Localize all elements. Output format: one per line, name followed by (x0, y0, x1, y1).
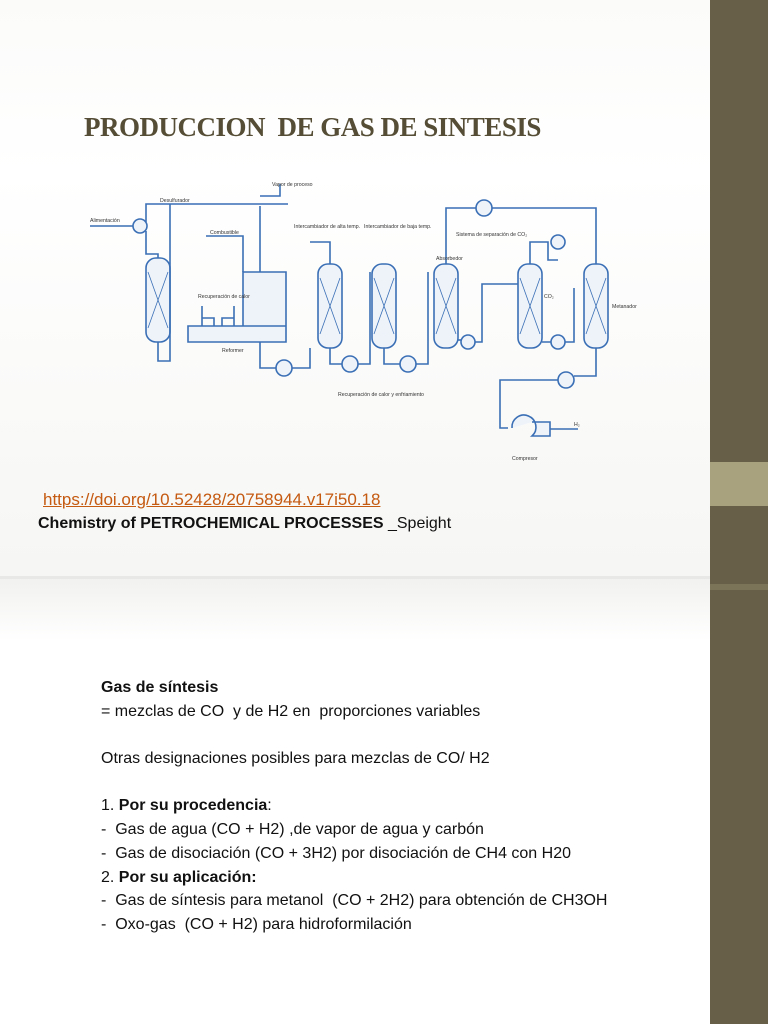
label-absorbedor: Absorbedor (436, 256, 463, 262)
exchanger-3 (400, 356, 416, 372)
line-to-absorber (416, 272, 428, 364)
decorative-sidebar (710, 0, 768, 1024)
section-1-heading: 1. Por su procedencia: (101, 797, 272, 815)
sidebar-accent-block (710, 462, 768, 506)
label-sistema-co2: Sistema de separación de CO₂ (456, 232, 528, 238)
label-combustible: Combustible (210, 230, 239, 236)
ht-outlet (330, 348, 342, 364)
section-1-title: Por su procedencia (118, 797, 268, 815)
other-designations-line: Otras designaciones posibles para mezclas de CO/ H2 (101, 750, 490, 768)
pump-stripper (551, 335, 565, 349)
section-2-title: Por su aplicación: (118, 868, 257, 886)
label-compresor: Compresor (512, 456, 538, 462)
process-flow-diagram (88, 176, 668, 466)
slide-title: PRODUCCION DE GAS DE SINTESIS (84, 112, 541, 142)
label-recuperacion: Recuperación de calor (198, 294, 250, 300)
label-metanador: Metanador (612, 304, 637, 310)
label-vapor: Vapor de proceso (272, 182, 313, 188)
label-desulfurador: Desulfurador (160, 198, 190, 204)
line-to-stripper (475, 284, 518, 342)
section-2-heading: 2. Por su aplicación: (101, 868, 257, 886)
label-co2: CO₂ (544, 294, 554, 300)
doi-link[interactable]: https://doi.org/10.52428/20758944.v17i50.18 (43, 490, 381, 509)
reference-line (38, 515, 451, 533)
pump-top (476, 200, 492, 216)
reboiler (551, 235, 565, 249)
definition-line: = mezclas de CO y de H2 en proporciones variables (101, 702, 481, 720)
list-item: - Oxo-gas (CO + H2) para hidroformilación (101, 916, 412, 933)
lt-outlet (384, 348, 400, 364)
ht-inlet (310, 242, 330, 264)
line-to-desulfurador (146, 231, 158, 258)
feed-pump (133, 219, 147, 233)
list-item: - Gas de síntesis para metanol (CO + 2H2) para obtención de CH3OH (101, 892, 608, 910)
slide-separator (0, 576, 710, 579)
slide-2-body (101, 676, 607, 937)
reformer-outlet (260, 342, 276, 368)
reference-title: Chemistry of PETROCHEMICAL PROCESSES (38, 515, 388, 532)
label-h2: H₂ (574, 422, 580, 428)
section-heading: Gas de síntesis (101, 679, 219, 696)
reference-author: _Speight (387, 515, 452, 532)
list-item: - Gas de disociación (CO + 3H2) por disociación de CH4 con H20 (101, 844, 571, 862)
methanator-outlet (574, 348, 596, 376)
line-desulfurador-top (146, 204, 288, 222)
label-alimentacion: Alimentación (90, 218, 120, 224)
label-intercambiador-alta: Intercambiador de alta temp. (294, 224, 361, 230)
exchanger-1 (276, 360, 292, 376)
heat-recovery-coils (202, 306, 234, 326)
label-intercambiador-baja: Intercambiador de baja temp. (364, 224, 432, 230)
line-to-lt (358, 272, 370, 364)
line-to-ht (292, 348, 310, 368)
pump-absorber (461, 335, 475, 349)
compressor (512, 415, 550, 436)
exchanger-2 (342, 356, 358, 372)
label-reformer: Reformer (222, 348, 244, 354)
fuel-line (206, 236, 243, 272)
exchanger-4 (558, 372, 574, 388)
label-recuperacion-enfriamiento: Recuperación de calor y enfriamiento (338, 392, 424, 398)
sidebar-accent-stripe (710, 584, 768, 590)
list-item: - Gas de agua (CO + H2) ,de vapor de agua y carbón (101, 821, 484, 839)
